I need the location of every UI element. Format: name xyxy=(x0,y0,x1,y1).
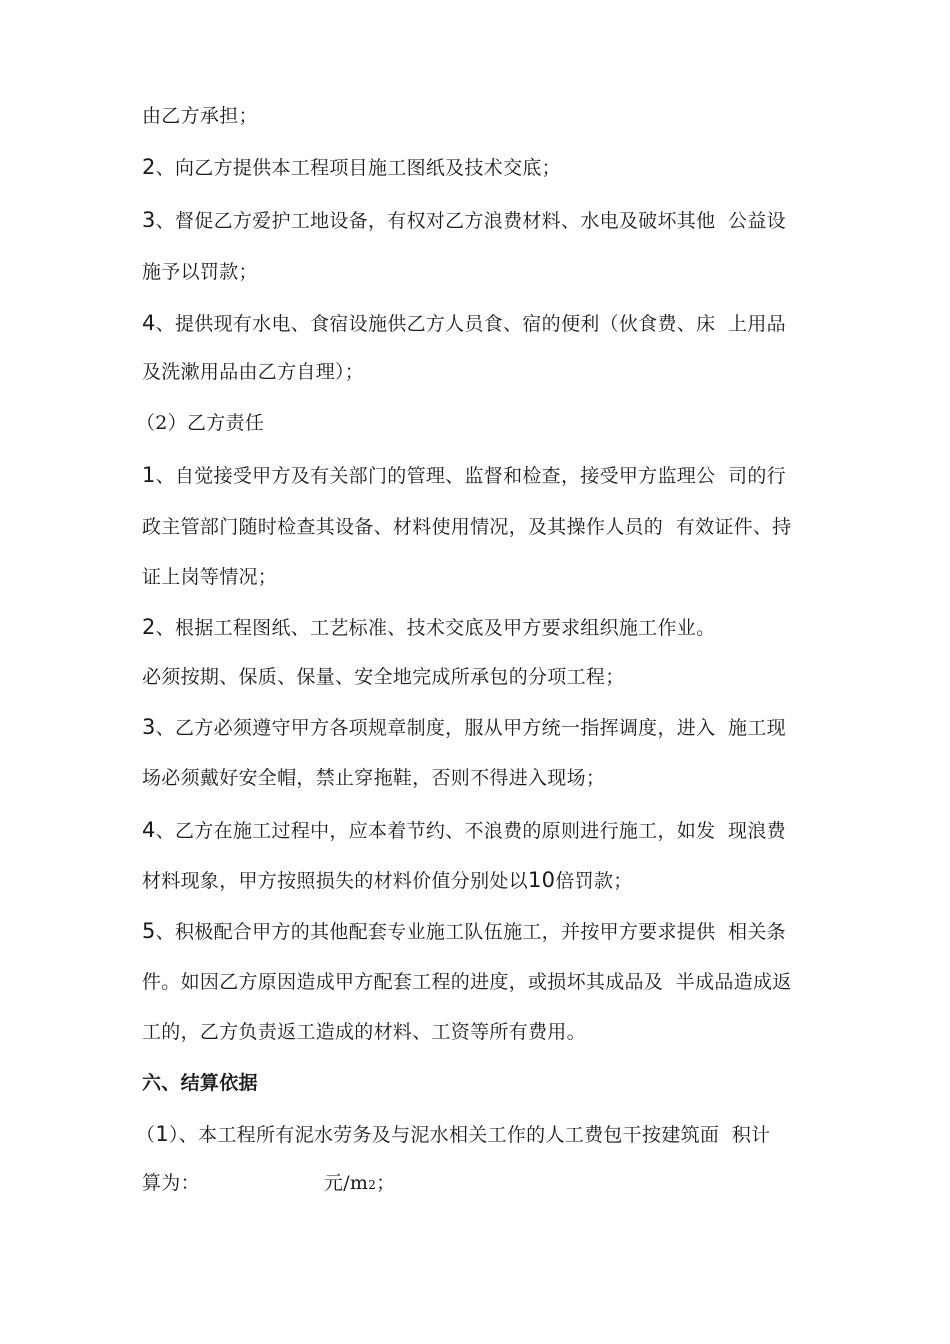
line-text: 、自觉接受甲方及有关部门的管理、监督和检查，接受甲方监理公 司的行 xyxy=(155,465,786,487)
line-end: ； xyxy=(376,1172,396,1194)
paragraph-line xyxy=(142,867,832,894)
list-item-2 xyxy=(142,614,832,641)
list-item-2 xyxy=(142,154,832,181)
line-text: 、乙方必须遵守甲方各项规章制度，服从甲方统一指挥调度，进入 施工现 xyxy=(155,717,786,739)
line-text: 倍罚款； xyxy=(555,870,633,892)
line-text: 、根据工程图纸、工艺标准、技术交底及甲方要求组织施工作业。 xyxy=(155,617,716,639)
line-text: 由乙方承担； xyxy=(142,105,258,127)
price-unit: 元/m xyxy=(323,1172,369,1194)
line-text: 工的，乙方负责返工造成的材料、工资等所有费用。 xyxy=(142,1021,586,1043)
line-text: 、向乙方提供本工程项目施工图纸及技术交底； xyxy=(155,157,561,179)
paragraph-line xyxy=(142,969,832,995)
list-number: 2 xyxy=(142,155,156,179)
paragraph-line xyxy=(142,514,832,540)
section-heading xyxy=(142,1070,832,1096)
line-text: 必须按期、保质、保量、安全地完成所承包的分项工程； xyxy=(142,666,625,688)
line-text: 场必须戴好安全帽，禁止穿拖鞋，否则不得进入现场； xyxy=(142,767,606,789)
paragraph-line xyxy=(142,664,832,690)
list-item-1 xyxy=(142,462,832,489)
line-text: 、积极配合甲方的其他配套专业施工队伍施工，并按甲方要求提供 相关条 xyxy=(155,921,786,943)
line-text: 及洗漱用品由乙方自理）； xyxy=(142,361,365,383)
line-text: 、督促乙方爱护工地设备，有权对乙方浪费材料、水电及破坏其他 公益设 xyxy=(155,210,786,232)
heading-text: 六、结算依据 xyxy=(142,1072,258,1094)
list-item-3 xyxy=(142,714,832,741)
list-item-4 xyxy=(142,310,832,337)
paragraph-line xyxy=(142,103,832,129)
paragraph-line xyxy=(142,765,832,791)
list-number: 3 xyxy=(142,208,156,232)
line-text: 政主管部门随时检查其设备、材料使用情况，及其操作人员的 有效证件、持 xyxy=(142,516,792,538)
list-number: 5 xyxy=(142,919,156,943)
line-text: 施予以罚款； xyxy=(142,261,258,283)
list-number: 3 xyxy=(142,715,156,739)
list-number: 4 xyxy=(142,311,156,335)
line-text: ）、本工程所有泥水劳务及与泥水相关工作的人工费包干按建筑面 积计 xyxy=(168,1124,771,1146)
list-item-3 xyxy=(142,207,832,234)
section-subheading xyxy=(136,410,826,436)
line-text: 、乙方在施工过程中，应本着节约、不浪费的原则进行施工，如发 现浪费 xyxy=(155,820,786,842)
line-text: 、提供现有水电、食宿设施供乙方人员食、宿的便利（伙食费、床 上用品 xyxy=(155,313,786,335)
list-item-5 xyxy=(142,918,832,945)
line-text: （2）乙方责任 xyxy=(136,412,265,434)
price-label: 算为： xyxy=(142,1172,200,1194)
list-number: 2 xyxy=(142,615,156,639)
list-item-4 xyxy=(142,817,832,844)
price-line xyxy=(142,1170,832,1198)
paragraph-line xyxy=(142,1019,832,1045)
paragraph-line xyxy=(142,564,832,590)
list-number: 1 xyxy=(155,1122,169,1146)
paren-open: （ xyxy=(136,1124,156,1146)
list-item-1 xyxy=(136,1121,826,1148)
list-number: 4 xyxy=(142,818,156,842)
paragraph-line xyxy=(142,359,832,385)
penalty-multiplier: 10 xyxy=(528,868,556,892)
line-text: 件。如因乙方原因造成甲方配套工程的进度，或损坏其成品及 半成品造成返 xyxy=(142,971,792,993)
paragraph-line xyxy=(142,259,832,285)
line-text: 证上岗等情况； xyxy=(142,566,278,588)
unit-subscript: 2 xyxy=(368,1178,377,1192)
list-number: 1 xyxy=(142,463,156,487)
line-text: 材料现象，甲方按照损失的材料价值分别处以 xyxy=(142,870,529,892)
